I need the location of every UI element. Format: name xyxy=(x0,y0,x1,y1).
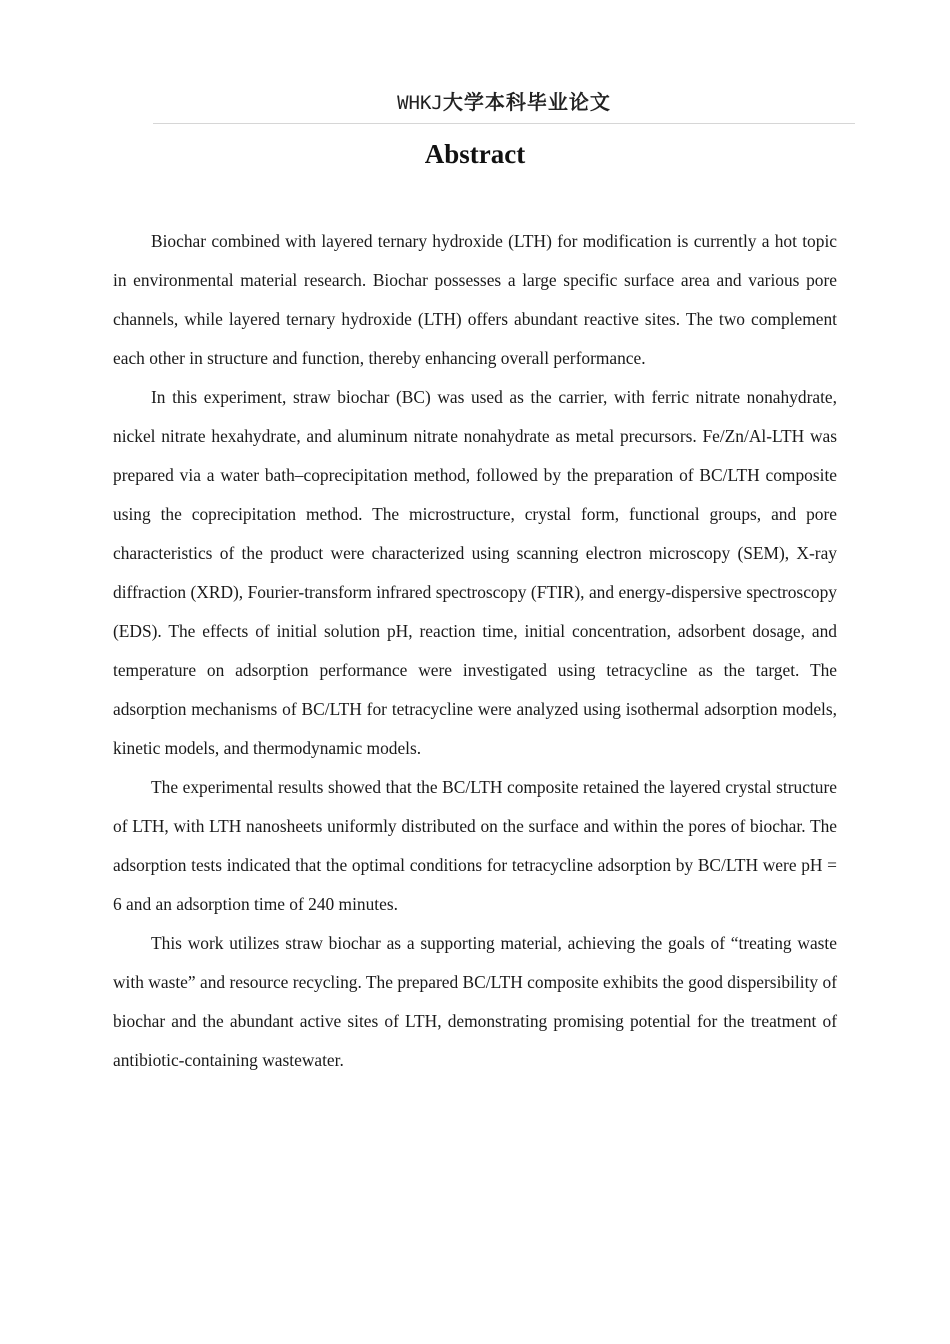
page-title: Abstract xyxy=(424,139,526,169)
abstract-paragraph-3: The experimental results showed that the BC/LTH composite retained the layered crystal structure of LTH, with LTH nanosheets uniformly distributed on the surface and within the pores of biochar. The adsorption tests indicated that the optimal conditions for tetracycline adsorption by BC/LTH were pH = 6 and an adsorption time of 240 minutes. xyxy=(113,777,837,914)
abstract-paragraph-4: This work utilizes straw biochar as a supporting material, achieving the goals of “treating waste with waste” and resource recycling. The prepared BC/LTH composite exhibits the good dispersibility of biochar and the abundant active sites of LTH, demonstrating promising potential for the treatment of antibiotic-containing wastewater. xyxy=(113,933,837,1070)
running-header xyxy=(397,86,611,115)
abstract-paragraph-1: Biochar combined with layered ternary hydroxide (LTH) for modification is currently a hot topic in environmental material research. Biochar possesses a large specific surface area and various pore channels, while layered ternary hydroxide (LTH) offers abundant reactive sites. The two complement each other in structure and function, thereby enhancing overall performance. xyxy=(113,231,837,368)
header-institution-code: WHKJ xyxy=(397,92,443,114)
page-header xyxy=(153,78,855,124)
header-document-type: 大学本科毕业论文 xyxy=(442,90,611,114)
abstract-body xyxy=(113,222,837,1080)
abstract-paragraph-2: In this experiment, straw biochar (BC) was used as the carrier, with ferric nitrate nonahydrate, nickel nitrate hexahydrate, and aluminum nitrate nonahydrate as metal precursors. Fe/Zn/Al-LTH was prepared via a water bath–coprecipitation method, followed by the preparation of BC/LTH composite using the coprecipitation method. The microstructure, crystal form, functional groups, and pore characteristics of the product were characterized using scanning electron microscopy (SEM), X-ray diffraction (XRD), Fourier-transform infrared spectroscopy (FTIR), and energy-dispersive spectroscopy (EDS). The effects of initial solution pH, reaction time, initial concentration, adsorbent dosage, and temperature on adsorption performance were investigated using tetracycline as the target. The adsorption mechanisms of BC/LTH for tetracycline were analyzed using isothermal adsorption models, kinetic models, and thermodynamic models. xyxy=(113,387,837,758)
